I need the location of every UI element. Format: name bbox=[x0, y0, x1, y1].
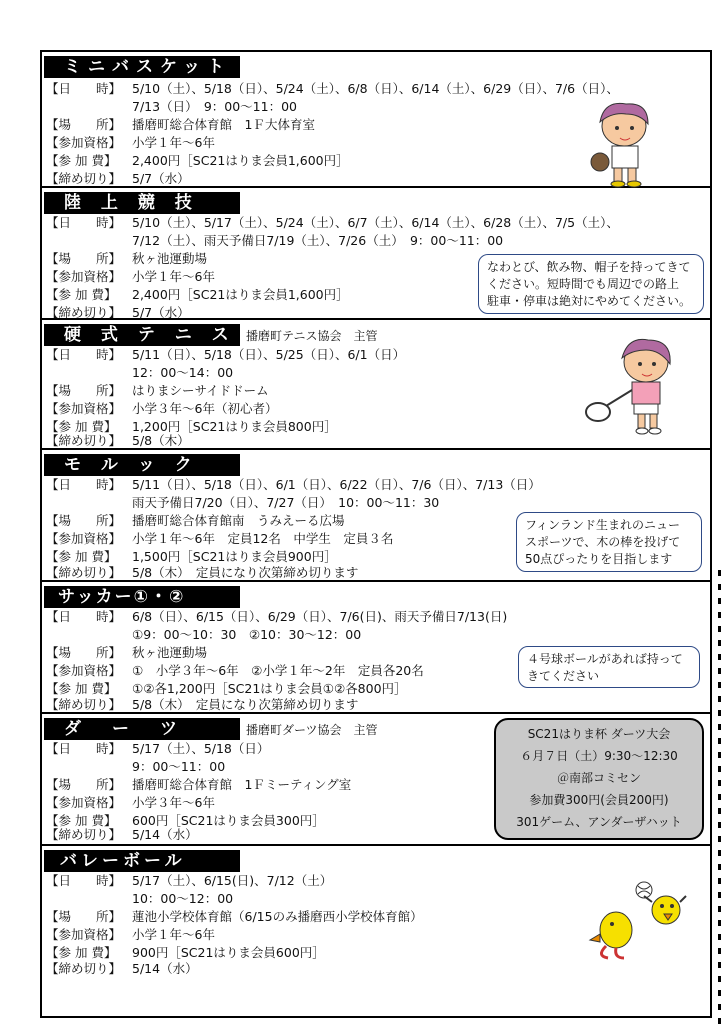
label-deadline: 【締め切り】 bbox=[46, 433, 122, 448]
eligibility-row bbox=[46, 268, 215, 286]
label-date: 【日 時】 bbox=[46, 873, 122, 888]
event-line: ＠南部コミセン bbox=[556, 771, 641, 785]
place-row bbox=[46, 908, 423, 926]
note-line: フィンランド生まれのニュー bbox=[525, 518, 681, 532]
eligibility-value: 小学３年～6年 bbox=[132, 795, 215, 810]
date-line-2: 雨天予備日7/20（日）、7/27（日） 10：00～11：30 bbox=[132, 495, 440, 510]
event-line: 参加費300円(会員200円) bbox=[529, 793, 669, 807]
eligibility-row bbox=[46, 926, 215, 944]
basketball-girl-illustration bbox=[582, 96, 672, 188]
label-date: 【日 時】 bbox=[46, 609, 122, 624]
label-place: 【場 所】 bbox=[46, 645, 122, 660]
date-row bbox=[46, 214, 619, 232]
label-fee: 【参 加 費】 bbox=[46, 419, 117, 434]
label-deadline: 【締め切り】 bbox=[46, 961, 122, 976]
note-line: ４号球ボールがあれば持って bbox=[527, 652, 683, 666]
fee-value: 2,400円［SC21はりま会員1,600円］ bbox=[132, 287, 349, 302]
organizer-text: 播磨町テニス協会 主管 bbox=[246, 329, 378, 343]
date-line-2: 7/13（日） 9：00～11：00 bbox=[132, 99, 297, 114]
place-row bbox=[46, 116, 315, 134]
place-row bbox=[46, 644, 207, 662]
label-place: 【場 所】 bbox=[46, 909, 122, 924]
track-note-box bbox=[478, 254, 704, 314]
deadline-value: 5/8（木） 定員になり次第締め切ります bbox=[132, 697, 359, 712]
label-place: 【場 所】 bbox=[46, 777, 122, 792]
label-place: 【場 所】 bbox=[46, 117, 122, 132]
date-line-2: 9：00～11：00 bbox=[132, 759, 226, 774]
section-mini-basketball bbox=[42, 52, 710, 188]
date-row bbox=[46, 80, 619, 98]
place-value: はりまシーサイドドーム bbox=[132, 383, 269, 398]
label-deadline: 【締め切り】 bbox=[46, 171, 122, 186]
deadline-value: 5/8（木） bbox=[132, 433, 190, 448]
date-line-1: 5/11（日）、5/18（日）、6/1（日）、6/22（日）、7/6（日）、7/13（日） bbox=[132, 477, 541, 492]
deadline-row bbox=[46, 826, 198, 844]
section-molkky bbox=[42, 450, 710, 582]
organizer-text: 播磨町ダーツ協会 主管 bbox=[246, 723, 378, 737]
eligibility-row bbox=[46, 794, 215, 812]
section-volleyball bbox=[42, 846, 710, 1016]
deadline-value: 5/7（水） bbox=[132, 305, 190, 320]
fee-value: 2,400円［SC21はりま会員1,600円］ bbox=[132, 153, 349, 168]
label-eligibility: 【参加資格】 bbox=[46, 269, 122, 284]
darts-event-box bbox=[494, 718, 704, 840]
place-value: 播磨町総合体育館 1Ｆ大体育室 bbox=[132, 117, 315, 132]
label-fee: 【参 加 費】 bbox=[46, 287, 117, 302]
label-deadline: 【締め切り】 bbox=[46, 697, 122, 712]
date-line-2: 10：00～12：00 bbox=[132, 891, 234, 906]
fee-value: 900円［SC21はりま会員600円］ bbox=[132, 945, 325, 960]
label-eligibility: 【参加資格】 bbox=[46, 531, 122, 546]
note-line: きてください bbox=[527, 669, 600, 683]
date-row bbox=[46, 872, 332, 890]
date-row bbox=[46, 476, 541, 494]
eligibility-row bbox=[46, 134, 215, 152]
section-title: モ ル ッ ク bbox=[44, 454, 240, 476]
eligibility-row bbox=[46, 400, 277, 418]
deadline-row bbox=[46, 432, 190, 450]
date-row bbox=[46, 740, 269, 758]
date-line-1: 6/8（日）、6/15（日）、6/29（日）、7/6(日)、雨天予備日7/13(日) bbox=[132, 609, 508, 624]
date-line-1: 5/10（土）、5/18（日）、5/24（土）、6/8（日）、6/14（土）、6/29（日）、7/6（日）、 bbox=[132, 81, 619, 96]
date-line-1: 5/17（土）、6/15(日)、7/12（土） bbox=[132, 873, 333, 888]
dashed-edge bbox=[718, 570, 721, 1030]
section-title: バレーボール bbox=[44, 850, 240, 872]
note-line: 50点ぴったりを目指します bbox=[525, 552, 673, 566]
deadline-row bbox=[46, 696, 358, 714]
date-line-1: 5/10（土）、5/17（土）、5/24（土）、6/7（土）、6/14（土）、6/28（土）、7/5（土）、 bbox=[132, 215, 619, 230]
deadline-value: 5/14（水） bbox=[132, 827, 198, 842]
deadline-row bbox=[46, 170, 190, 188]
place-value: 秋ヶ池運動場 bbox=[132, 645, 208, 660]
eligibility-value: 小学１年～6年 定員12名 中学生 定員３名 bbox=[132, 531, 394, 546]
place-value: 秋ヶ池運動場 bbox=[132, 251, 208, 266]
event-line: SC21はりま杯 ダーツ大会 bbox=[527, 727, 671, 741]
place-row bbox=[46, 512, 345, 530]
date-line-1: 5/17（土）、5/18（日） bbox=[132, 741, 270, 756]
label-date: 【日 時】 bbox=[46, 741, 122, 756]
date-line-2: 12：00～14：00 bbox=[132, 365, 234, 380]
label-deadline: 【締め切り】 bbox=[46, 827, 122, 842]
fee-value: 1,500円［SC21はりま会員900円］ bbox=[132, 549, 337, 564]
section-track-and-field bbox=[42, 188, 710, 320]
section-title: ダ ー ツ bbox=[44, 718, 240, 740]
label-eligibility: 【参加資格】 bbox=[46, 795, 122, 810]
eligibility-value: ① 小学３年～6年 ②小学１年～2年 定員各20名 bbox=[132, 663, 424, 678]
fee-value: 600円［SC21はりま会員300円］ bbox=[132, 813, 325, 828]
label-eligibility: 【参加資格】 bbox=[46, 663, 122, 678]
label-fee: 【参 加 費】 bbox=[46, 813, 117, 828]
label-fee: 【参 加 費】 bbox=[46, 681, 117, 696]
section-darts bbox=[42, 714, 710, 846]
section-tennis bbox=[42, 320, 710, 450]
eligibility-value: 小学３年～6年（初心者） bbox=[132, 401, 278, 416]
label-fee: 【参 加 費】 bbox=[46, 549, 117, 564]
deadline-row bbox=[46, 564, 358, 582]
eligibility-value: 小学１年～6年 bbox=[132, 135, 215, 150]
event-line: ６月７日（土）9:30～12:30 bbox=[520, 749, 678, 763]
label-date: 【日 時】 bbox=[46, 81, 122, 96]
soccer-note-box bbox=[518, 646, 700, 688]
eligibility-value: 小学１年～6年 bbox=[132, 269, 215, 284]
section-title: ミニバスケット bbox=[44, 56, 240, 78]
place-value: 蓮池小学校体育館（6/15のみ播磨西小学校体育館） bbox=[132, 909, 423, 924]
label-place: 【場 所】 bbox=[46, 251, 122, 266]
fee-value: ①②各1,200円［SC21はりま会員①②各800円］ bbox=[132, 681, 407, 696]
date-line-2: 7/12（土）、雨天予備日7/19（土）、7/26（土） 9：00～11：00 bbox=[132, 233, 504, 248]
event-line: 301ゲーム、アンダーザハット bbox=[516, 815, 682, 829]
section-title: 硬 式 テ ニ ス bbox=[44, 324, 240, 346]
deadline-value: 5/14（水） bbox=[132, 961, 198, 976]
label-deadline: 【締め切り】 bbox=[46, 305, 122, 320]
label-place: 【場 所】 bbox=[46, 383, 122, 398]
note-line: スポーツで、木の棒を投げて bbox=[525, 535, 681, 549]
fee-row bbox=[46, 286, 349, 304]
eligibility-row bbox=[46, 530, 393, 548]
label-deadline: 【締め切り】 bbox=[46, 565, 122, 580]
label-fee: 【参 加 費】 bbox=[46, 945, 117, 960]
label-date: 【日 時】 bbox=[46, 347, 122, 362]
date-row bbox=[46, 608, 507, 626]
section-title: 陸 上 競 技 bbox=[44, 192, 240, 214]
note-line: なわとび、飲み物、帽子を持ってきて bbox=[487, 260, 691, 274]
date-line-2: ①9：00～10：30 ②10：30～12：00 bbox=[132, 627, 362, 642]
eligibility-value: 小学１年～6年 bbox=[132, 927, 215, 942]
date-row bbox=[46, 346, 405, 364]
label-date: 【日 時】 bbox=[46, 215, 122, 230]
deadline-value: 5/8（木） 定員になり次第締め切ります bbox=[132, 565, 359, 580]
deadline-row bbox=[46, 960, 198, 978]
place-value: 播磨町総合体育館 1Ｆミーティング室 bbox=[132, 777, 352, 792]
fee-value: 1,200円［SC21はりま会員800円］ bbox=[132, 419, 337, 434]
note-line: ください。短時間でも周辺での路上 bbox=[487, 277, 680, 291]
label-eligibility: 【参加資格】 bbox=[46, 401, 122, 416]
volleyball-birds-illustration bbox=[586, 880, 696, 962]
tennis-girl-illustration bbox=[582, 334, 692, 438]
label-date: 【日 時】 bbox=[46, 477, 122, 492]
eligibility-row bbox=[46, 662, 424, 680]
place-row bbox=[46, 382, 269, 400]
place-row bbox=[46, 250, 207, 268]
place-value: 播磨町総合体育館南 うみえーる広場 bbox=[132, 513, 345, 528]
date-line-1: 5/11（日）、5/18（日）、5/25（日）、6/1（日） bbox=[132, 347, 406, 362]
label-eligibility: 【参加資格】 bbox=[46, 135, 122, 150]
label-fee: 【参 加 費】 bbox=[46, 153, 117, 168]
note-line: 駐車・停車は絶対にやめてください。 bbox=[487, 294, 692, 308]
deadline-value: 5/7（水） bbox=[132, 171, 190, 186]
label-eligibility: 【参加資格】 bbox=[46, 927, 122, 942]
molkky-note-box bbox=[516, 512, 702, 572]
fee-row bbox=[46, 152, 349, 170]
label-place: 【場 所】 bbox=[46, 513, 122, 528]
section-title: サッカー①・② bbox=[44, 586, 240, 608]
section-soccer bbox=[42, 582, 710, 714]
place-row bbox=[46, 776, 351, 794]
